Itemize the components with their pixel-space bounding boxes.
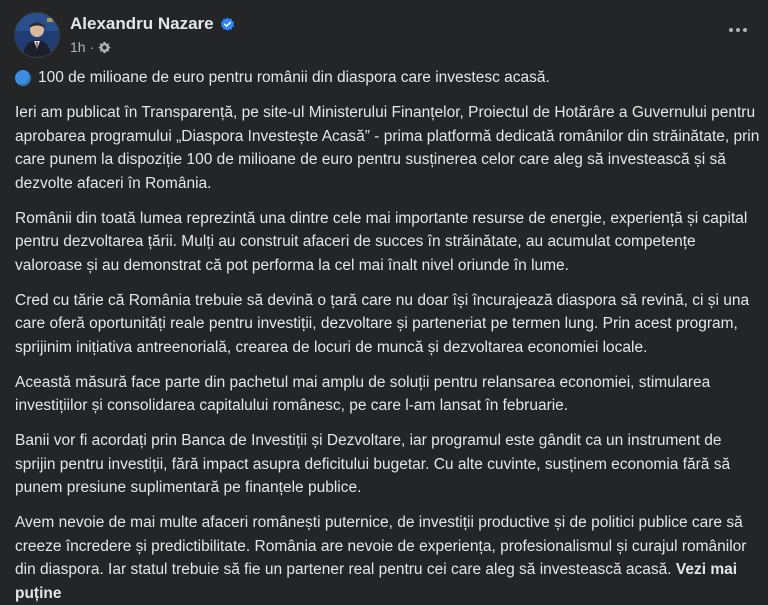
post-body <box>15 66 760 605</box>
last-paragraph <box>15 511 760 605</box>
blue-circle-icon <box>15 70 31 86</box>
post-meta <box>70 39 235 55</box>
more-options-icon <box>729 28 733 32</box>
headline-text: 100 de milioane de euro pentru românii din diaspora care investesc acasă. <box>38 69 550 86</box>
paragraph: Cred cu tărie că România trebuie să devină o țară care nu doar își încurajează diaspora să revină, ci și una care oferă oportunități reale pentru investiții, dezvoltare și parteneriat pe termen lung. Prin acest program, sprijinim inițiativa antreenorială, crearea de locuri de muncă și dezvoltarea economiei locale. <box>15 291 750 356</box>
paragraph: Banii vor fi acordați prin Banca de Investiții și Dezvoltare, iar programul este gândit ca un instrument de sprijin pentru investiții, fără impact asupra deficitului bugetar. Cu alte cuvinte, susținem economia fără să punem presiune suplimentară pe finanțele publice. <box>15 432 731 496</box>
more-options-dot <box>743 28 747 32</box>
profile-photo-icon <box>15 13 59 57</box>
avatar[interactable] <box>14 12 60 58</box>
author-block <box>70 13 235 55</box>
more-options-button[interactable] <box>724 20 752 40</box>
author-name[interactable]: Alexandru Nazare <box>70 14 214 33</box>
meta-separator: · <box>89 39 95 55</box>
post-header <box>14 10 754 58</box>
paragraph: Ieri am publicat în Transparență, pe site-ul Ministerului Finanțelor, Proiectul de Hotărâre a Guvernului pentru aprobarea programului „Diaspora Investește Acasă” - prima platformă dedicată românilor din străinătate, prin care punem la dispoziție 100 de milioane de euro pentru susținerea celor care aleg să investească și să dezvolte afaceri în România. <box>15 104 760 192</box>
verified-badge-icon <box>220 17 235 32</box>
post-headline <box>15 66 760 90</box>
last-paragraph-text: Avem nevoie de mai multe afaceri românești puternice, de investiții productive și de politici publice care să creeze încredere și predictibilitate. România are nevoie de experiența, profesionalismul și curajul românilor din diaspora. Iar statul trebuie să fie un partener real pentru cei care aleg să investească acasă. <box>15 514 747 578</box>
paragraph: Această măsură face parte din pachetul mai amplu de soluții pentru relansarea economiei, stimularea investițiilor și consolidarea capitalului românesc, pe care l-am lansat în februarie. <box>15 373 711 414</box>
gear-icon[interactable] <box>98 41 111 54</box>
more-options-dot <box>736 28 740 32</box>
post-timestamp[interactable]: 1h <box>70 39 86 55</box>
paragraph: Românii din toată lumea reprezintă una dintre cele mai importante resurse de energie, experiență și capital pentru dezvoltarea țării. Mulți au construit afaceri de succes în străinătate, au acumulat competențe valoroase și au demonstrat că pot performa la cel mai înalt nivel oriunde în lume. <box>15 209 748 274</box>
see-less-link[interactable]: Vezi mai puține <box>15 561 738 602</box>
